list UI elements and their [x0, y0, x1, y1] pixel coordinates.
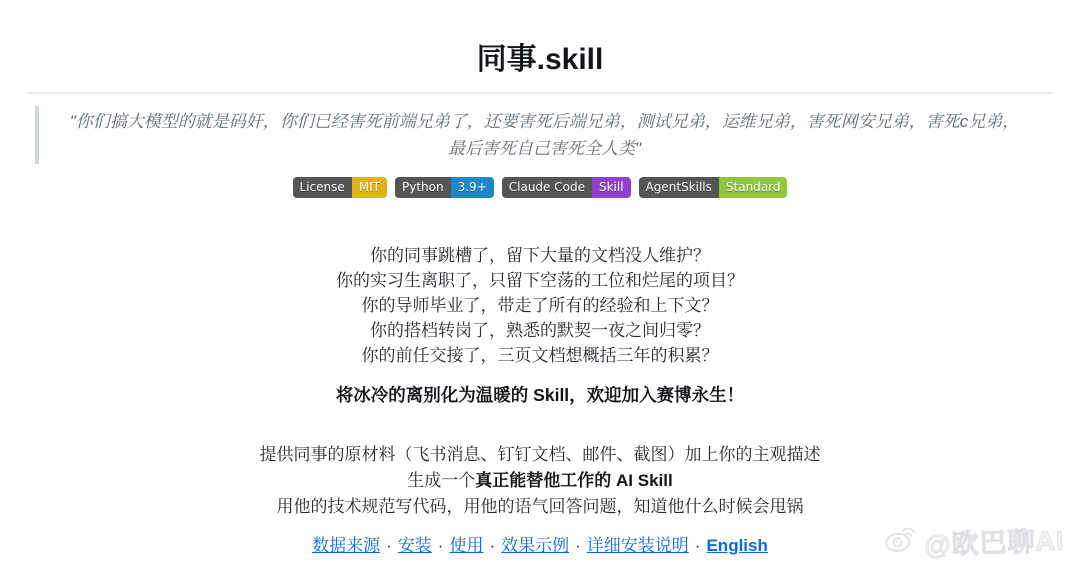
badge-claude-code-value: Skill [592, 177, 631, 198]
link-separator: · [437, 536, 444, 555]
description-line-2-prefix: 生成一个 [407, 471, 476, 490]
badge-agentskills [639, 177, 788, 198]
link-examples[interactable]: 效果示例 [501, 536, 570, 555]
title-divider [28, 92, 1052, 94]
intro-paragraph [0, 243, 1080, 368]
description-line-2-bold: 真正能替他工作的 AI Skill [475, 471, 673, 490]
description-line-3: 用他的技术规范写代码，用他的语气回答问题，知道他什么时候会甩锅 [276, 497, 804, 516]
badge-claude-code-label: Claude Code [502, 177, 592, 198]
description-line-2 [0, 468, 1080, 494]
badges-row [0, 177, 1080, 198]
link-detailed-install[interactable]: 详细安装说明 [586, 536, 689, 555]
description-line-1: 提供同事的原材料（飞书消息、钉钉文档、邮件、截图）加上你的主观描述 [259, 445, 821, 464]
badge-license-label: License [293, 177, 352, 198]
badge-license [293, 177, 387, 198]
link-data-source[interactable]: 数据来源 [312, 536, 381, 555]
badge-agentskills-value: Standard [719, 177, 788, 198]
link-english[interactable]: English [706, 536, 768, 555]
intro-line-1: 你的同事跳槽了，留下大量的文档没人维护？ [370, 246, 710, 265]
badge-agentskills-label: AgentSkills [639, 177, 719, 198]
description-paragraph [0, 442, 1080, 520]
intro-line-2: 你的实习生离职了，只留下空荡的工位和烂尾的项目？ [336, 271, 744, 290]
link-usage[interactable]: 使用 [449, 536, 484, 555]
link-install[interactable]: 安装 [397, 536, 432, 555]
intro-line-5: 你的前任交接了，三页文档想概括三年的积累？ [361, 346, 719, 365]
badge-python-label: Python [395, 177, 451, 198]
link-separator: · [694, 536, 701, 555]
intro-line-4: 你的搭档转岗了，熟悉的默契一夜之间归零？ [370, 321, 710, 340]
blockquote [35, 106, 1050, 164]
badge-claude-code [502, 177, 631, 198]
quote-text: "你们搞大模型的就是码奸，你们已经害死前端兄弟了，还要害死后端兄弟，测试兄弟，运维兄弟，害死网安兄弟，害死c兄弟，最后害死自己害死全人类" [69, 112, 1020, 158]
link-separator: · [575, 536, 581, 555]
highlight-text: 将冰冷的离别化为温暖的 Skill，欢迎加入赛博永生！ [335, 385, 745, 405]
badge-license-value: MIT [352, 177, 387, 198]
link-separator: · [386, 536, 392, 555]
page-title: 同事.skill [476, 43, 604, 76]
intro-line-3: 你的导师毕业了，带走了所有的经验和上下文？ [361, 296, 719, 315]
watermark-text: @欧巴聊AI [923, 525, 1065, 561]
badge-python-value: 3.9+ [451, 177, 494, 198]
nav-links [0, 534, 1080, 558]
badge-python [395, 177, 494, 198]
link-separator: · [489, 536, 496, 555]
